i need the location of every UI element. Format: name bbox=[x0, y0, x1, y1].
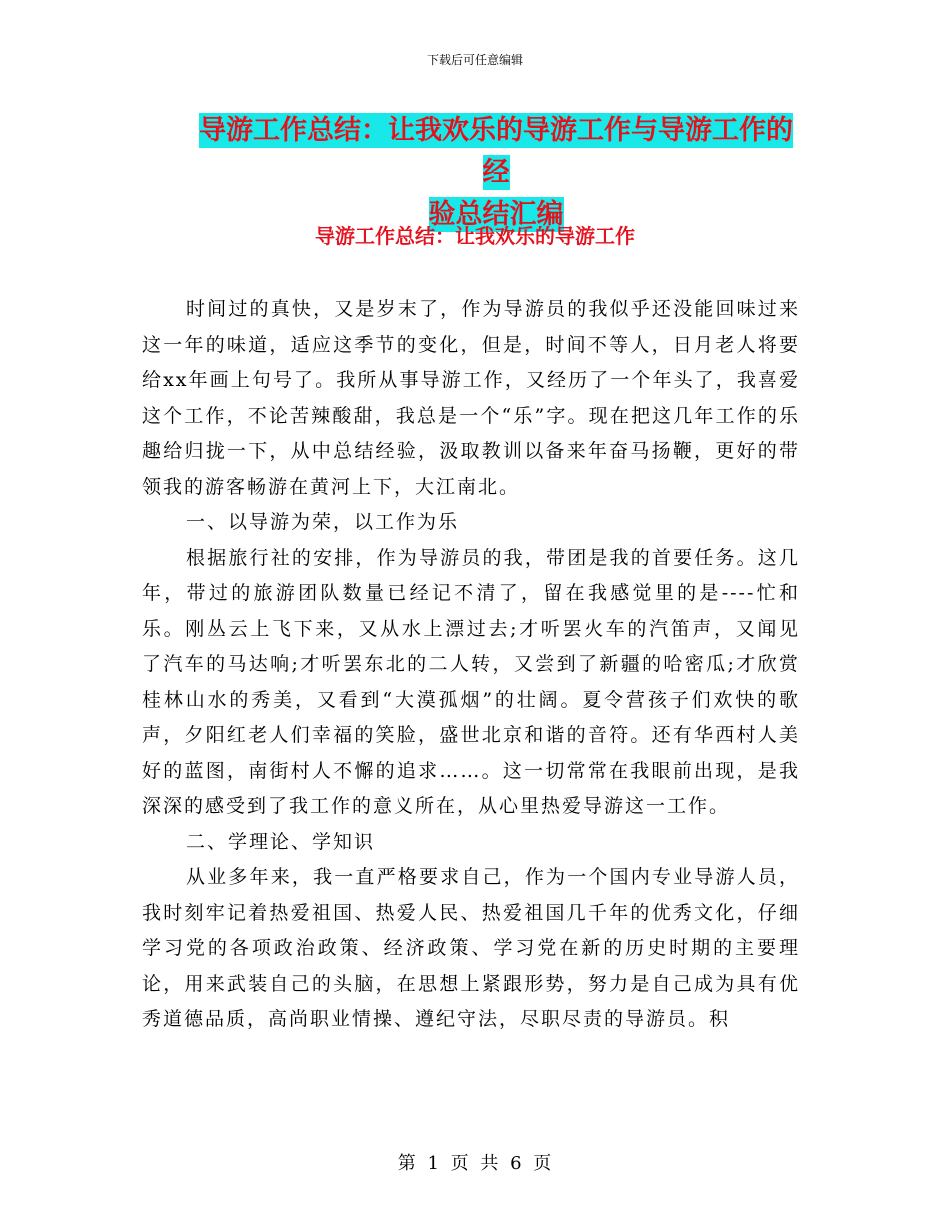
footer-mid: 页 bbox=[450, 1153, 470, 1174]
heading-1: 一、以导游为荣，以工作为乐 bbox=[186, 511, 460, 533]
heading-2: 二、学理论、学知识 bbox=[186, 830, 376, 853]
footer-suffix: 页 bbox=[533, 1153, 553, 1174]
footer-page-total: 6 bbox=[510, 1153, 523, 1174]
paragraph-intro: 时间过的真快，又是岁末了，作为导游员的我似乎还没能回味过来这一年的味道，适应这季节的变化，但是，时间不等人，日月老人将要给xx年画上句号了。我所从事导游工作，又经历了一个年头了，我喜爱这个工作，不论苦辣酸甜，我总是一个“乐”字。现在把这几年工作的乐趣给归拢一下，从中总结经验，汲取教训以备来年奋马扬鞭，更好的带领我的游客畅游在黄河上下，大江南北。 bbox=[142, 298, 800, 498]
document-title bbox=[190, 110, 802, 236]
paragraph-2: 从业多年来，我一直严格要求自己，作为一个国内专业导游人员，我时刻牢记着热爱祖国、热爱人民、热爱祖国几千年的优秀文化，仔细学习党的各项政治政策、经济政策、学习党在新的历史时期的主要理论，用来武装自己的头脑，在思想上紧跟形势，努力是自己成为具有优秀道德品质，高尚职业情操、遵纪守法，尽职尽责的导游员。积 bbox=[142, 866, 800, 1030]
document-title-line-2: 验总结汇编 bbox=[428, 199, 564, 230]
page-footer bbox=[0, 1152, 950, 1176]
page-header: 下载后可任意编辑 bbox=[426, 53, 523, 67]
section-title: 导游工作总结：让我欢乐的导游工作 bbox=[315, 224, 635, 248]
paragraph-1: 根据旅行社的安排，作为导游员的我，带团是我的首要任务。这几年，带过的旅游团队数量已经记不清了，留在我感觉里的是----忙和乐。刚丛云上飞下来，又从水上漂过去;才听罢火车的汽笛声，又闻见了汽车的马达响;才听罢东北的二人转，又尝到了新疆的哈密瓜;才欣赏桂林山水的秀美，又看到“大漠孤烟”的壮阔。夏令营孩子们欢快的歌声，夕阳红老人们幸福的笑脸，盛世北京和谐的音符。还有华西村人美好的蓝图，南街村人不懈的追求……。这一切常常在我眼前出现，是我深深的感受到了我工作的意义所在，从心里热爱导游这一工作。 bbox=[142, 546, 800, 817]
footer-page-current: 1 bbox=[427, 1153, 440, 1174]
footer-prefix: 第 bbox=[397, 1153, 417, 1174]
document-title-line-1: 导游工作总结：让我欢乐的导游工作与导游工作的经 bbox=[199, 115, 793, 188]
footer-total-label: 共 bbox=[480, 1153, 500, 1174]
document-body bbox=[142, 292, 800, 1038]
